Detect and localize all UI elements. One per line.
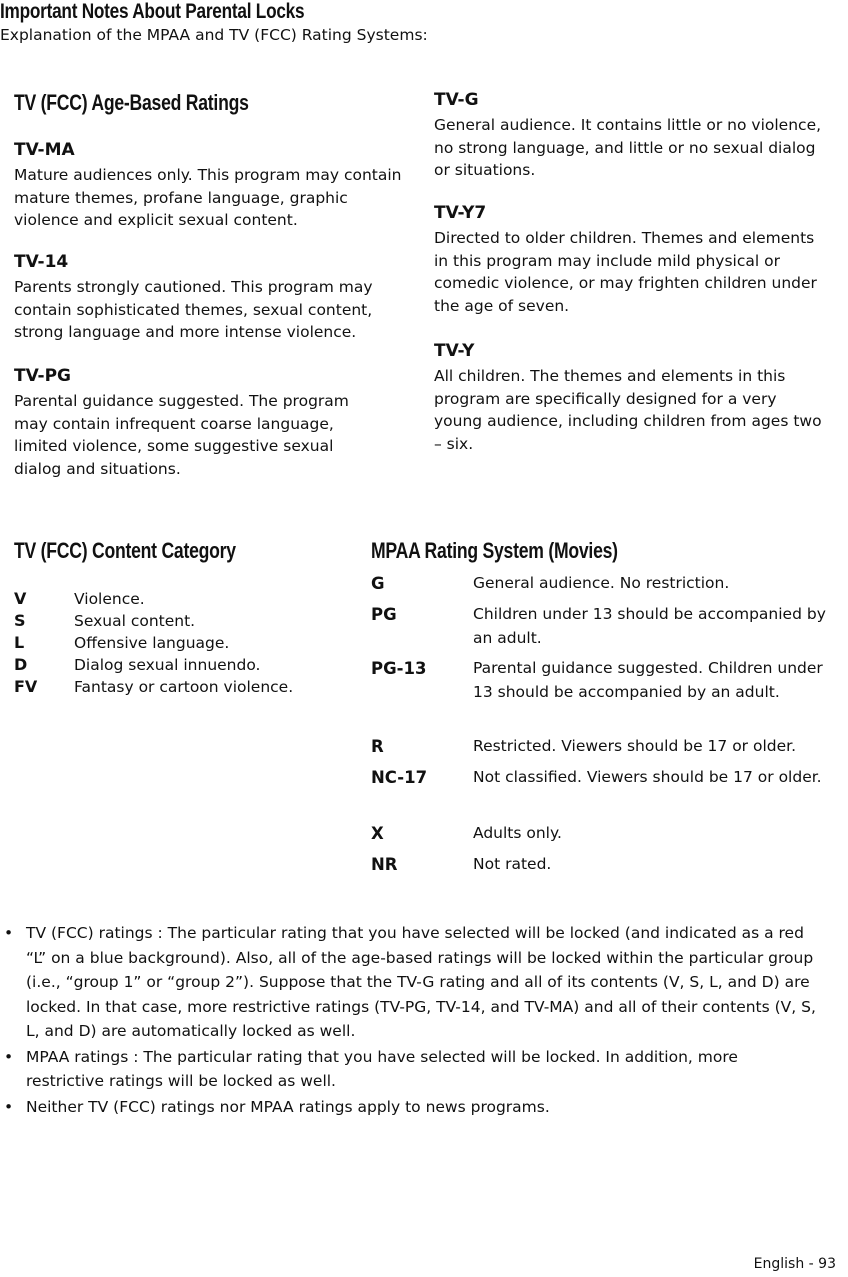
rating-block-tv-ma [14, 140, 404, 232]
note-text: TV (FCC) ratings : The particular rating that you have selected will be locked (and indicated as a red “L” on a blue background). Also, all of the age-based ratings will be locked within the particular group (i.e., “group 1” or “group 2”). Suppose that the TV-G rating and all of its contents (V, S, L, and D) are locked. In that case, more restrictive ratings (TV-PG, TV-14, and TV-MA) and all of their contents (V, S, L, and D) are automatically locked as well. [26, 924, 816, 1040]
mpaa-code: NC-17 [371, 768, 428, 787]
content-description: Dialog sexual innuendo. [74, 656, 261, 674]
page-subtitle: Explanation of the MPAA and TV (FCC) Rating Systems: [0, 26, 428, 44]
mpaa-description: Parental guidance suggested. Children under 13 should be accompanied by an adult. [473, 659, 823, 701]
content-description: Fantasy or cartoon violence. [74, 678, 294, 696]
rating-code: TV-PG [14, 366, 71, 386]
content-category-heading: TV (FCC) Content Category [14, 538, 236, 563]
mpaa-description: Not rated. [473, 855, 552, 873]
rating-code: TV-MA [14, 140, 75, 160]
bullet-icon: • [4, 1047, 14, 1066]
content-row-d [14, 654, 260, 676]
content-description: Offensive language. [74, 634, 230, 652]
mpaa-code: PG [371, 605, 397, 624]
note-text: MPAA ratings : The particular rating that you have selected will be locked. In addition, more restrictive ratings will be locked as well. [26, 1047, 738, 1090]
rating-code: TV-Y [434, 341, 475, 361]
content-description: Violence. [74, 590, 145, 608]
content-code: L [14, 633, 25, 652]
page-title: Important Notes About Parental Locks [0, 0, 305, 23]
mpaa-code: R [371, 737, 384, 756]
rating-description: Parents strongly cautioned. This program may contain sophisticated themes, sexual content, strong language and more intense violence. [14, 278, 373, 341]
notes-list [4, 921, 816, 1120]
content-code: D [14, 655, 28, 674]
rating-description: All children. The themes and elements in this program are specifically designed for a very young audience, including children from ages two – six. [434, 367, 822, 453]
rating-description: Mature audiences only. This program may contain mature themes, profane language, graphic violence and explicit sexual content. [14, 166, 402, 229]
content-row-s [14, 610, 195, 632]
rating-block-tv-g [434, 90, 824, 182]
note-text: Neither TV (FCC) ratings nor MPAA ratings apply to news programs. [26, 1097, 550, 1116]
content-row-l [14, 632, 229, 654]
rating-block-tv-y [434, 341, 824, 455]
mpaa-code: PG-13 [371, 659, 427, 678]
rating-code: TV-14 [14, 252, 69, 272]
rating-code: TV-G [434, 90, 479, 110]
content-code: V [14, 589, 27, 608]
rating-block-tv-pg [14, 366, 384, 480]
rating-description: Directed to older children. Themes and elements in this program may include mild physical or comedic violence, or may frighten children under the age of seven. [434, 229, 817, 315]
mpaa-code: X [371, 824, 384, 843]
content-code: S [14, 611, 26, 630]
content-row-fv [14, 676, 293, 698]
note-item [4, 1045, 816, 1094]
rating-block-tv-y7 [434, 203, 824, 317]
mpaa-description: Not classified. Viewers should be 17 or older. [473, 768, 822, 786]
rating-block-tv-14 [14, 252, 404, 344]
content-description: Sexual content. [74, 612, 196, 630]
mpaa-description: General audience. No restriction. [473, 574, 730, 592]
bullet-icon: • [4, 924, 14, 942]
content-row-v [14, 588, 145, 610]
mpaa-code: NR [371, 855, 398, 874]
mpaa-heading: MPAA Rating System (Movies) [371, 538, 618, 563]
mpaa-description: Children under 13 should be accompanied by an adult. [473, 605, 826, 647]
mpaa-description: Restricted. Viewers should be 17 or older. [473, 737, 797, 755]
page-number: English - 93 [753, 1256, 836, 1272]
mpaa-description: Adults only. [473, 824, 562, 842]
bullet-icon: • [4, 1097, 14, 1116]
rating-code: TV-Y7 [434, 203, 487, 223]
mpaa-code: G [371, 574, 385, 593]
rating-description: Parental guidance suggested. The program may contain infrequent coarse language, limited violence, some suggestive sexual dialog and situations. [14, 392, 349, 478]
age-based-heading: TV (FCC) Age-Based Ratings [14, 90, 249, 115]
note-item [4, 921, 816, 1044]
content-code: FV [14, 677, 38, 696]
note-item [4, 1095, 816, 1120]
rating-description: General audience. It contains little or no violence, no strong language, and little or no sexual dialog or situations. [434, 116, 822, 179]
